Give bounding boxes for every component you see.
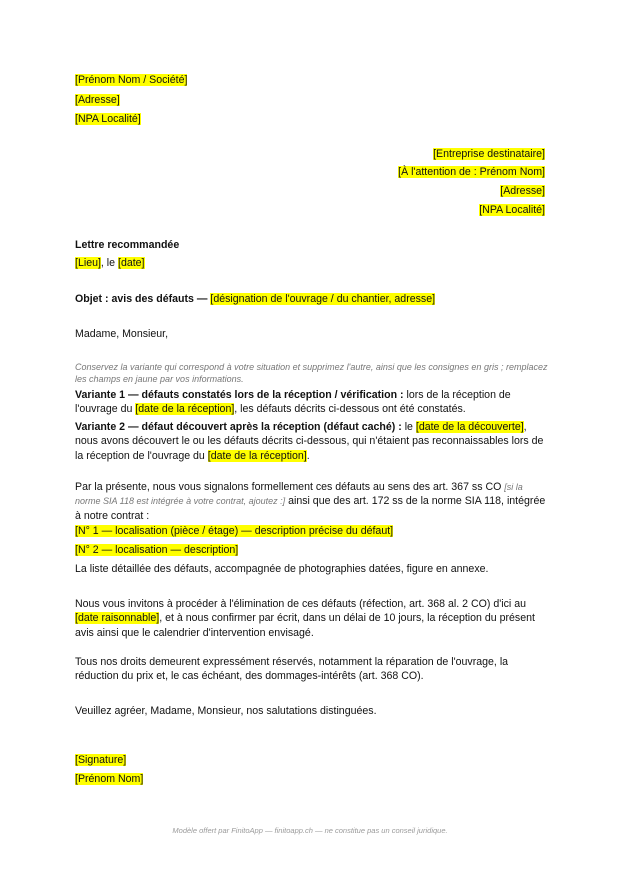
recipient-attention: [À l'attention de : Prénom Nom] — [398, 166, 545, 178]
sender-name: [Prénom Nom / Société] — [75, 74, 188, 86]
request-paragraph: Nous vous invitons à procéder à l'élimination de ces défauts (réfection, art. 368 al. 2 CO) d'ici au [date raisonnable], et à nous confirmer par écrit, dans un délai de 10 jours, la réception du présent avis ainsi que le calendrier d'intervention envisagé. — [75, 598, 535, 639]
recipient-locality: [NPA Localité] — [479, 204, 545, 216]
recipient-company: [Entreprise destinataire] — [433, 148, 545, 160]
variant-2: Variante 2 — défaut découvert après la réception (défaut caché) : le [date de la découverte], nous avons découvert le ou les défauts décrits ci-dessous, qui n'étaient pas reconnaissables lors de la réception de l'ouvrage du [date de la réception]. — [75, 421, 544, 462]
signer-name: [Prénom Nom] — [75, 773, 144, 785]
reserve-paragraph: Tous nos droits demeurent expressément réservés, notamment la réparation de l'ouvrage, la réduction du prix et, le cas échéant, des dommages-intérêts (art. 368 CO). — [75, 656, 509, 683]
place-date: [Lieu], le [date] — [75, 257, 145, 269]
recipient-address: [Adresse] — [500, 185, 545, 197]
legal-basis: Par la présente, nous vous signalons formellement ces défauts au sens des art. 367 ss CO [si la norme SIA 118 est intégrée à votre contrat, ajoutez :] ainsi que des art. 172 ss de la norme SIA 118, intégrée à notre contrat : — [75, 481, 546, 522]
defect-item-1: [N° 1 — localisation (pièce / étage) — description précise du défaut] — [75, 525, 394, 537]
instruction-note: Conservez la variante qui correspond à votre situation et supprimez l'autre, ainsi que les consignes en gris ; remplacez les champs en jaune par vos informations. — [75, 362, 548, 384]
sender-address: [Adresse] — [75, 94, 120, 106]
variant-1: Variante 1 — défauts constatés lors de la réception / vérification : lors de la réception de l'ouvrage du [date de la réception], les défauts décrits ci-dessous ont été constatés. — [75, 389, 511, 416]
subject-line: Objet : avis des défauts — [désignation de l'ouvrage / du chantier, adresse] — [75, 293, 436, 305]
annex-note: La liste détaillée des défauts, accompagnée de photographies datées, figure en annexe. — [75, 563, 489, 575]
page-footer: Modèle offert par FinitoApp — finitoapp.ch — ne constitue pas un conseil juridique. — [172, 826, 448, 835]
salutation: Madame, Monsieur, — [75, 328, 169, 340]
letter-type: Lettre recommandée — [75, 239, 180, 251]
closing-formula: Veuillez agréer, Madame, Monsieur, nos salutations distinguées. — [75, 705, 377, 717]
sender-locality: [NPA Localité] — [75, 113, 141, 125]
signature-field: [Signature] — [75, 754, 127, 766]
defect-item-2: [N° 2 — localisation — description] — [75, 544, 239, 556]
